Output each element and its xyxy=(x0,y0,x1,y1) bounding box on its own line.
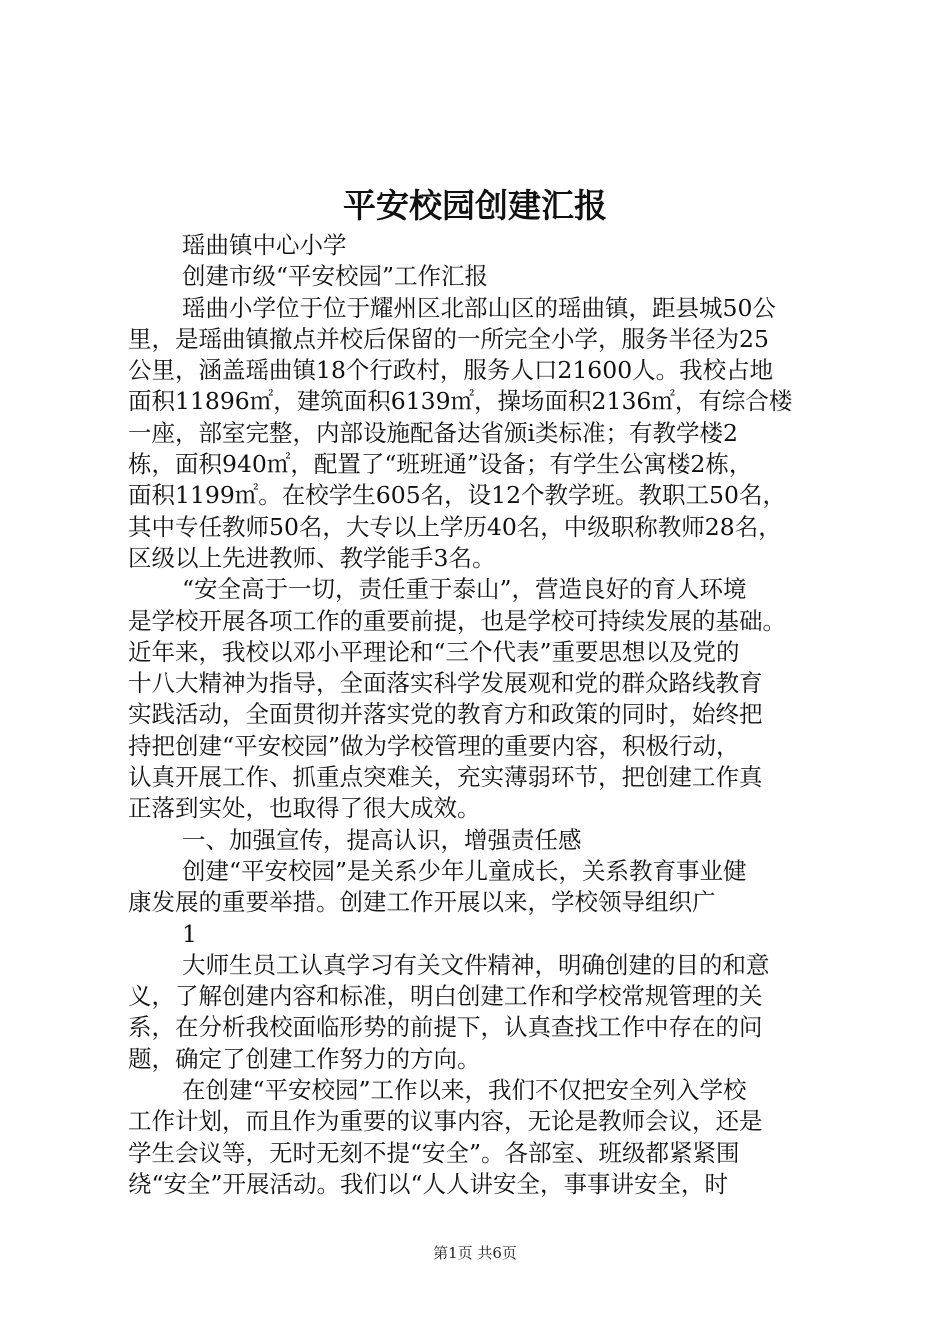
text-line: 一座，部室完整，内部设施配备达省颁ⅰ类标准；有教学楼2 xyxy=(128,418,738,447)
text-line: 栋，面积940㎡，配置了“班班通”设备；有学生公寓楼2栋， xyxy=(128,450,753,479)
text-line: 公里，涵盖瑶曲镇18个行政村，服务人口21600人。我校占地 xyxy=(128,356,774,385)
text-line: 里，是瑶曲镇撤点并校后保留的一所完全小学，服务半径为25 xyxy=(128,324,769,353)
text-line: 题，确定了创建工作努力的方向。 xyxy=(128,1044,481,1073)
text-line: 近年来，我校以邓小平理论和“三个代表”重要思想以及党的 xyxy=(128,637,740,666)
document-title: 平安校园创建汇报 xyxy=(343,186,607,225)
text-line: 义，了解创建内容和标准，明白创建工作和学校常规管理的关 xyxy=(128,982,763,1011)
text-line: 正落到实处，也取得了很大成效。 xyxy=(128,794,481,823)
text-line: 创建市级“平安校园”工作汇报 xyxy=(182,262,489,291)
text-line: 其中专任教师50名，大专以上学历40名，中级职称教师28名， xyxy=(128,512,782,541)
text-line: 在创建“平安校园”工作以来，我们不仅把安全列入学校 xyxy=(182,1076,747,1105)
text-line: 瑶曲镇中心小学 xyxy=(182,231,347,259)
text-line: 大师生员工认真学习有关文件精神，明确创建的目的和意 xyxy=(182,950,770,979)
text-line: 是学校开展各项工作的重要前提，也是学校可持续发展的基础。 xyxy=(128,606,786,635)
text-line: 面积11896㎡，建筑面积6139㎡，操场面积2136㎡，有综合楼 xyxy=(128,387,793,416)
text-line: 区级以上先进教师、教学能手3名。 xyxy=(128,543,496,572)
page-footer: 第1页 共6页 xyxy=(433,1244,517,1262)
text-line: 认真开展工作、抓重点突难关，充实薄弱环节，把创建工作真 xyxy=(128,763,763,792)
text-line: 一、加强宣传，提高认识，增强责任感 xyxy=(182,825,582,854)
text-line: 1 xyxy=(182,919,197,948)
text-line: 创建“平安校园”是关系少年儿童成长，关系教育事业健 xyxy=(182,856,747,885)
text-line: 工作计划，而且作为重要的议事内容，无论是教师会议，还是 xyxy=(128,1107,763,1136)
text-line: 面积1199㎡。在校学生605名，设12个教学班。教职工50名， xyxy=(128,481,786,510)
text-line: 瑶曲小学位于位于耀州区北部山区的瑶曲镇，距县城50公 xyxy=(182,293,776,322)
text-line: “安全高于一切，责任重于泰山”，营造良好的育人环境 xyxy=(182,575,747,604)
text-line: 学生会议等，无时无刻不提“安全”。各部室、班级都紧紧围 xyxy=(128,1138,740,1167)
text-line: 康发展的重要举措。创建工作开展以来，学校领导组织广 xyxy=(128,888,716,917)
text-line: 系，在分析我校面临形势的前提下，认真查找工作中存在的问 xyxy=(128,1013,763,1042)
text-line: 持把创建“平安校园”做为学校管理的重要内容，积极行动， xyxy=(128,731,740,760)
text-line: 十八大精神为指导，全面落实科学发展观和党的群众路线教育 xyxy=(128,669,763,698)
text-line: 绕“安全”开展活动。我们以“人人讲安全，事事讲安全，时 xyxy=(128,1169,729,1198)
document-body xyxy=(128,230,833,1200)
text-line: 实践活动，全面贯彻并落实党的教育方和政策的同时，始终把 xyxy=(128,700,763,729)
